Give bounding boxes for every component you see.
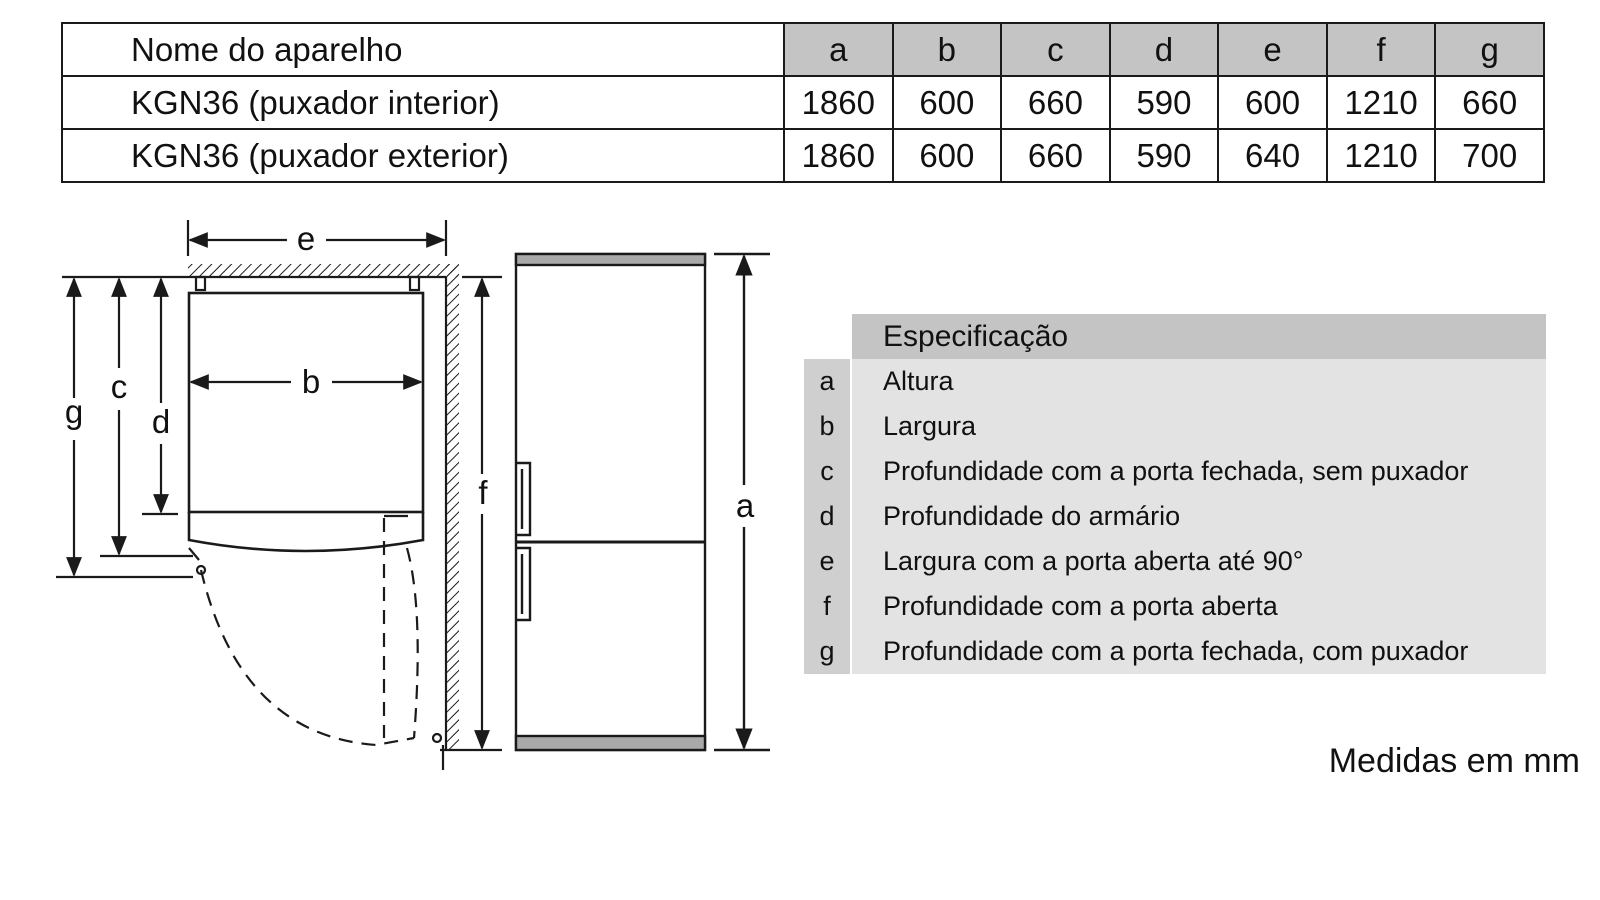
spec-title: Especificação [852,314,1546,359]
value-cell: 660 [1001,76,1110,129]
spacer-right [410,277,419,290]
door-open-outer [407,548,418,738]
header-col-f: f [1327,23,1436,76]
header-col-d: d [1110,23,1219,76]
model-name-cell: KGN36 (puxador exterior) [62,129,784,182]
spec-description: Largura [883,411,977,441]
spec-rows [804,359,1546,674]
units-note: Medidas em mm [1328,742,1580,780]
value-cell: 1860 [784,76,893,129]
value-cell: 1210 [1327,129,1436,182]
spec-key: f [823,591,831,621]
model-name-cell: KGN36 (puxador interior) [62,76,784,129]
spec-key: d [819,501,835,531]
cabinet-outline [189,293,423,512]
spec-key: b [819,411,835,441]
dim-label-a: a [735,487,755,524]
specification-legend [804,314,1546,674]
top-view [56,220,502,770]
spec-key: g [819,636,835,666]
header-col-b: b [893,23,1002,76]
value-cell: 660 [1435,76,1544,129]
value-cell: 1210 [1327,76,1436,129]
dim-label-g: g [64,393,84,430]
spec-description: Profundidade com a porta fechada, sem puxador [883,456,1469,486]
value-cell: 600 [893,129,1002,182]
value-cell: 590 [1110,76,1219,129]
value-cell: 640 [1218,129,1327,182]
spec-description: Profundidade com a porta fechada, com puxador [883,636,1469,666]
lower-handle [516,548,530,620]
spec-description-column [852,359,1546,674]
value-cell: 700 [1435,129,1544,182]
spec-key: c [820,456,834,486]
dim-label-d: d [151,403,171,440]
upper-handle [516,463,530,535]
spec-description: Altura [883,366,954,396]
dim-label-b: b [301,363,321,400]
spacer-left [196,277,205,290]
spec-description: Profundidade do armário [883,501,1181,531]
value-cell: 1860 [784,129,893,182]
header-col-e: e [1218,23,1327,76]
spec-key-column [804,359,850,674]
door-closed [189,512,423,551]
spec-description: Profundidade com a porta aberta [883,591,1278,621]
front-view [516,254,770,750]
header-col-a: a [784,23,893,76]
hinge-icon [433,734,441,742]
header-col-g: g [1435,23,1544,76]
value-cell: 600 [893,76,1002,129]
spec-description: Largura com a porta aberta até 90° [883,546,1304,576]
top-cover [516,254,705,265]
spec-key: e [819,546,835,576]
wall-side-hatch [446,264,459,749]
dim-label-c: c [110,368,128,405]
wall-top-hatch [188,264,458,277]
bottom-plinth [516,736,705,750]
spec-key: a [819,366,835,396]
value-cell: 600 [1218,76,1327,129]
fridge-body [516,254,705,750]
dim-label-e: e [296,220,316,257]
hinge-tick [189,548,199,560]
value-cell: 660 [1001,129,1110,182]
value-cell: 590 [1110,129,1219,182]
dim-label-f: f [478,474,488,511]
header-col-c: c [1001,23,1110,76]
header-model-name: Nome do aparelho [62,23,784,76]
door-swing-arc [201,570,414,745]
